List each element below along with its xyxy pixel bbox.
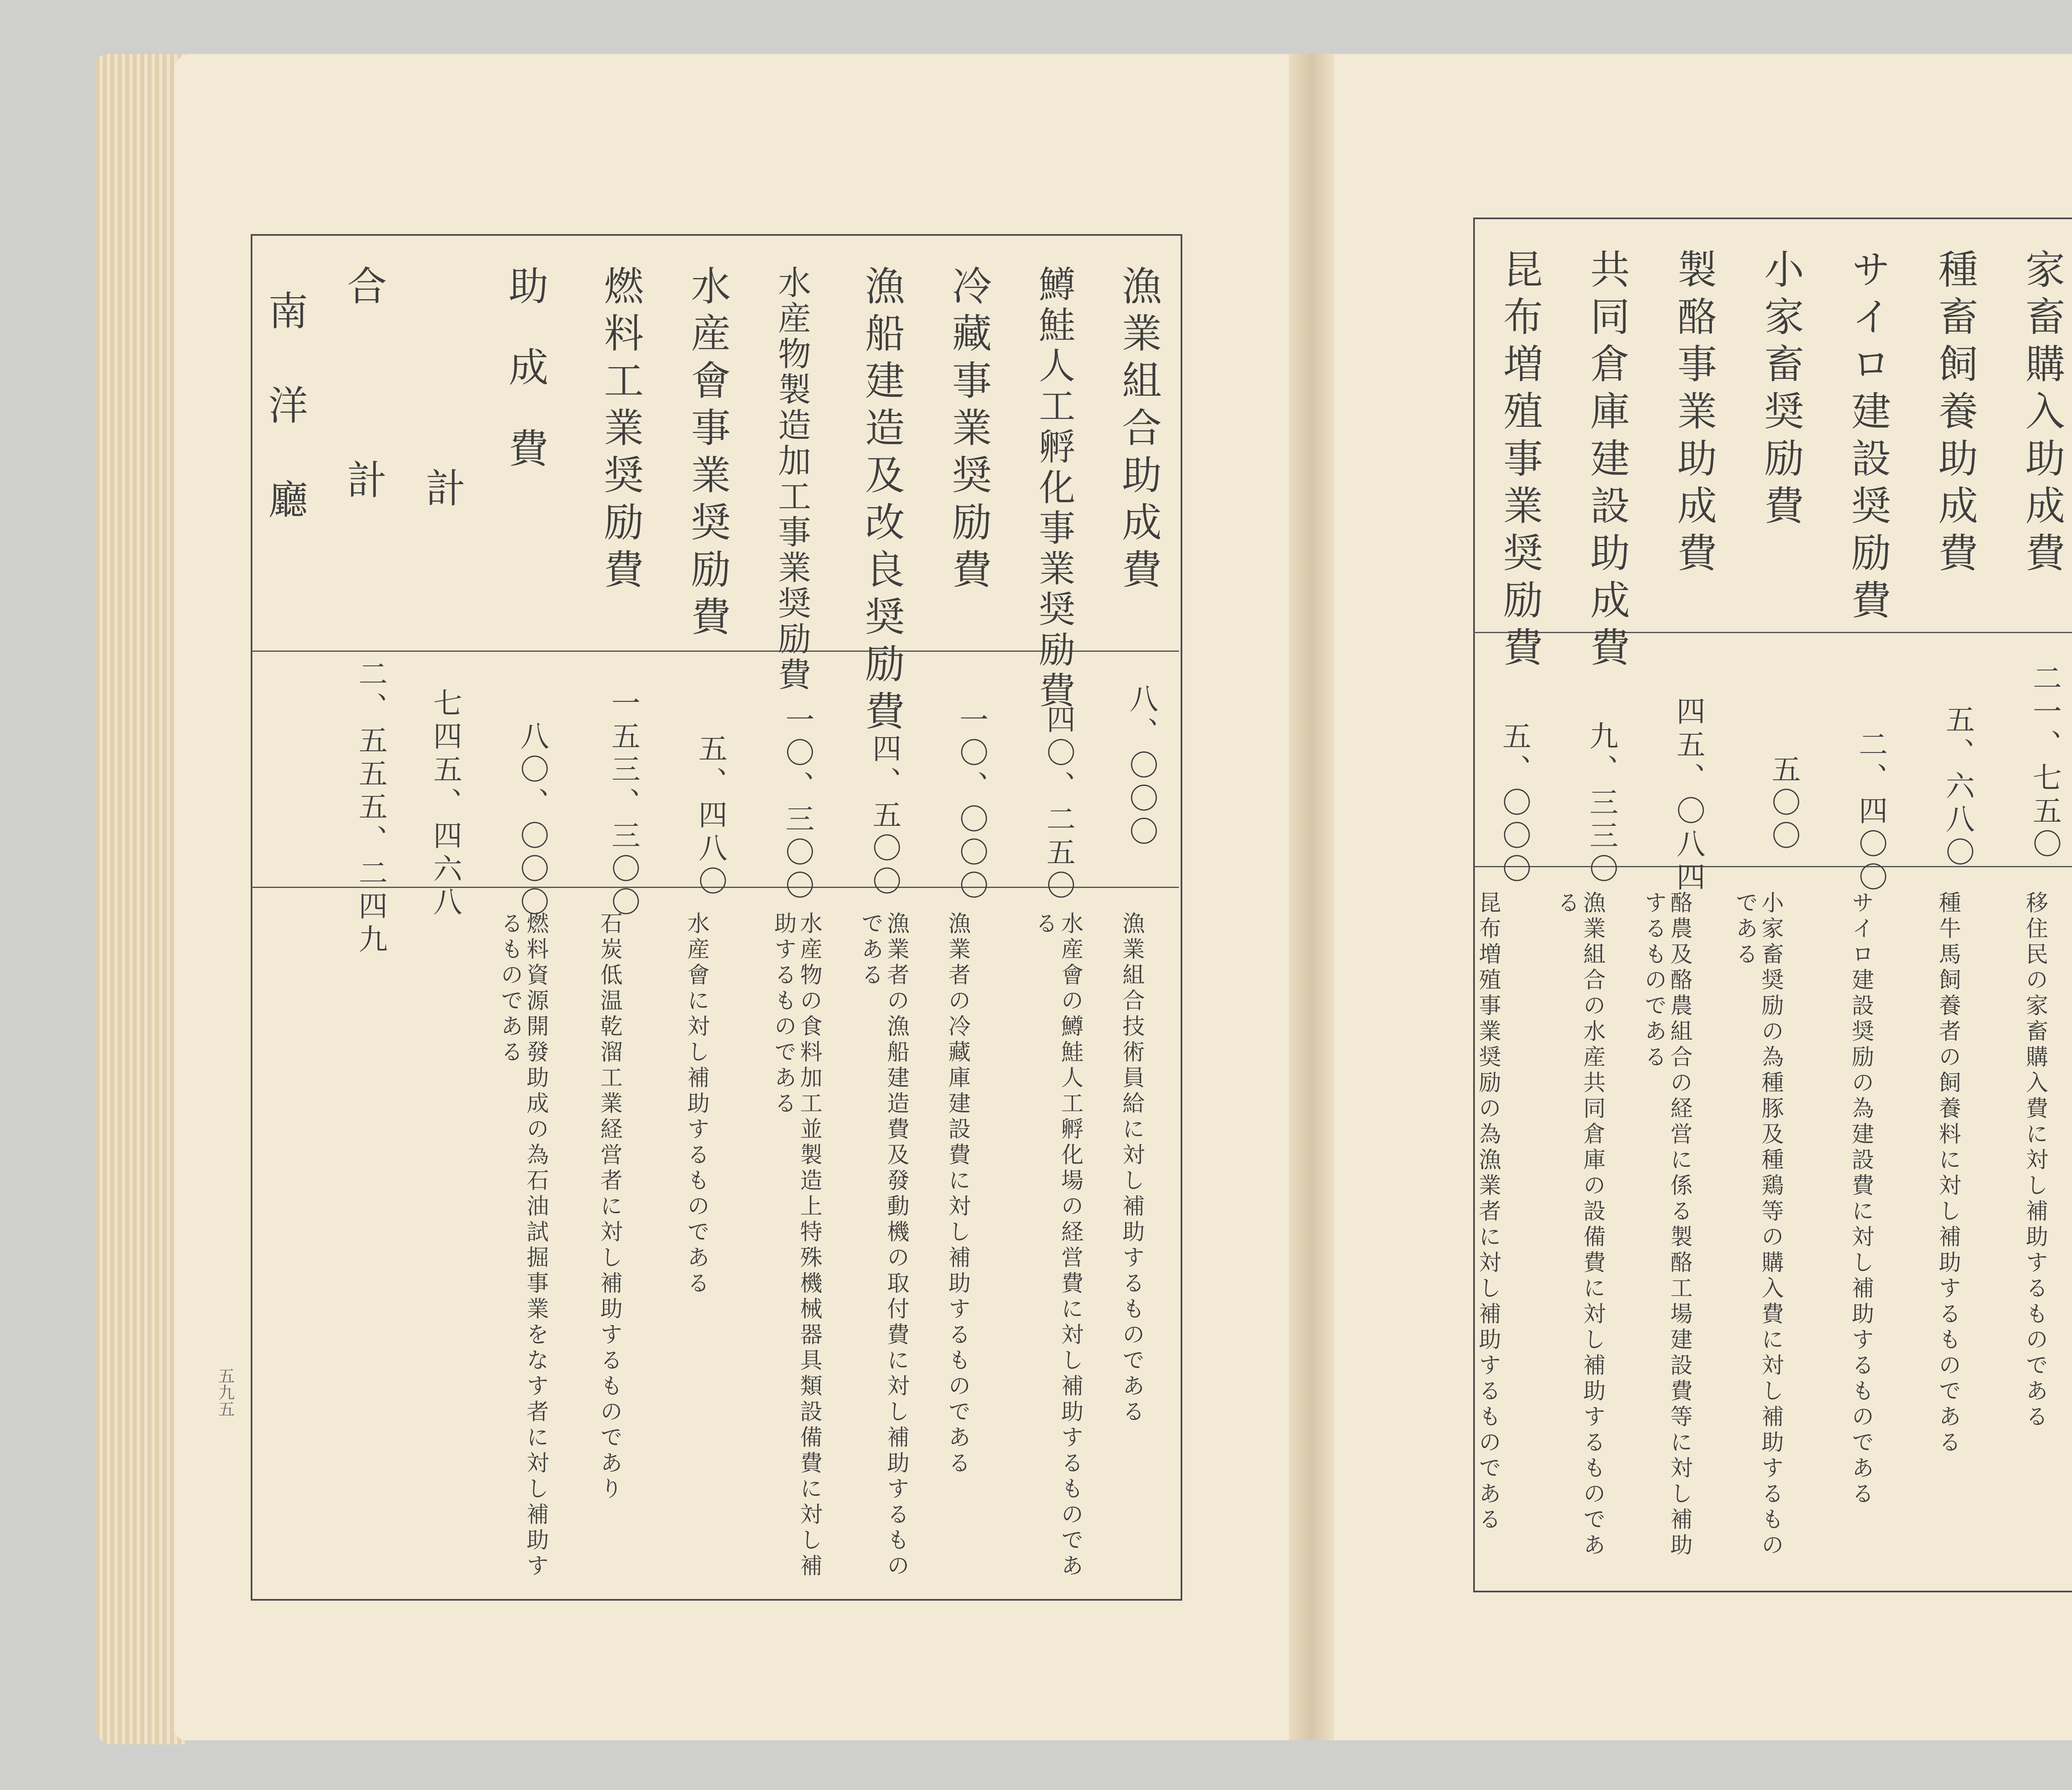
right-row-7-note: 小家畜奨励の為種豚及種鶏等の購入費に対し補助するものである [1732, 891, 1784, 1559]
left-row-2-item: 鱒鮭人工孵化事業奨励費 [1033, 265, 1076, 712]
left-row-3-item: 冷藏事業奨励費 [946, 265, 992, 596]
right-row-4-item: 家畜購入助成費 [2019, 249, 2065, 579]
left-row-1-item: 漁業組合助成費 [1116, 265, 1162, 596]
left-row-3-note: 漁業者の冷藏庫建設費に対し補助するものである [945, 912, 971, 1477]
left-row-7-note: 石炭低温乾溜工業経営者に対し補助するものであり [597, 912, 623, 1502]
right-row-4-amount: 二一、七五〇 [2028, 663, 2062, 862]
nanyo-cho-heading: 南 洋 廳 [262, 290, 308, 526]
right-row-8-item: 製酪事業助成費 [1671, 249, 1717, 579]
left-row-4-note: 漁業者の漁船建造費及發動機の取付費に対し補助するものである [858, 912, 910, 1580]
right-row-9-amount: 九、三三〇 [1585, 721, 1619, 887]
right-row-5-item: 種畜飼養助成費 [1932, 249, 1978, 579]
left-row-8-note: 燃料資源開發助成の為石油試掘事業をなす者に対し補助するものである [497, 912, 549, 1580]
left-row-7-amount: 一五三、三〇〇 [607, 688, 641, 920]
left-row-2-note: 水産會の鱒鮭人工孵化場の経営費に対し補助するものである [1032, 912, 1084, 1580]
right-item-amount-divider [1473, 632, 2072, 633]
left-row-5-note: 水産物の食料加工並製造上特殊機械器具類設備費に対し補助するものである [771, 912, 823, 1580]
left-row-6-amount: 五、四八〇 [694, 733, 728, 899]
right-row-10-amount: 五、〇〇〇 [1498, 721, 1532, 887]
left-subtotal-amount: 七四五、四六八 [428, 688, 462, 920]
left-subtotal-label: 計 [419, 373, 466, 515]
left-row-2-amount: 四〇、二五〇 [1042, 704, 1076, 903]
left-row-8-item: 助成費 [502, 265, 549, 509]
right-row-7-amount: 五〇〇 [1767, 754, 1801, 854]
left-total-amount: 二、五五五、二四九 [354, 659, 388, 957]
right-row-10-note: 昆布増殖事業奨励の為漁業者に対し補助するものである [1475, 891, 1502, 1533]
right-row-8-amount: 四五、〇八四 [1672, 696, 1706, 895]
left-row-7-item: 燃料工業奨励費 [598, 265, 644, 596]
left-row-5-item: 水産物製造加工事業奨励費 [772, 265, 811, 693]
book-gutter [1289, 54, 1334, 1740]
book-page-edges-left [95, 54, 186, 1744]
left-total-label: 合 計 [341, 265, 387, 524]
right-row-9-note: 漁業組合の水産共同倉庫の設備費に対し補助するものである [1554, 891, 1606, 1559]
right-row-7-item: 小家畜奨励費 [1758, 249, 1804, 532]
right-amount-note-divider [1473, 866, 2072, 867]
left-row-5-amount: 一〇、三〇〇 [781, 704, 815, 903]
right-row-10-item: 昆布増殖事業奨励費 [1497, 249, 1543, 674]
right-row-8-note: 酪農及酪農組合の経営に係る製酪工場建設費等に対し補助するものである [1641, 891, 1693, 1559]
right-row-6-amount: 二、四〇〇 [1854, 729, 1888, 895]
left-row-6-note: 水産會に対し補助するものである [684, 912, 710, 1297]
left-row-1-note: 漁業組合技術員給に対し補助するものである [1119, 912, 1145, 1425]
left-row-8-amount: 八〇、〇〇〇 [516, 721, 549, 920]
right-row-4-note: 移住民の家畜購入費に対し補助するものである [2022, 891, 2049, 1430]
left-row-6-item: 水産會事業奨励費 [685, 265, 731, 643]
right-row-5-note: 種牛馬飼養者の飼養料に対し補助するものである [1935, 891, 1962, 1456]
right-row-6-note: サイロ建設奨励の為建設費に対し補助するものである [1848, 891, 1875, 1507]
left-row-4-item: 漁船建造及改良奨励費 [859, 265, 905, 738]
left-page-number: 五九五 [215, 1367, 235, 1417]
right-row-9-item: 共同倉庫建設助成費 [1584, 249, 1630, 674]
right-row-6-item: サイロ建設奨励費 [1845, 249, 1891, 626]
left-row-4-amount: 四、五〇〇 [868, 733, 902, 899]
left-row-3-amount: 一〇、〇〇〇 [955, 704, 989, 903]
right-row-5-amount: 五、六八〇 [1941, 704, 1975, 870]
left-row-1-amount: 八、〇〇〇 [1125, 684, 1159, 849]
